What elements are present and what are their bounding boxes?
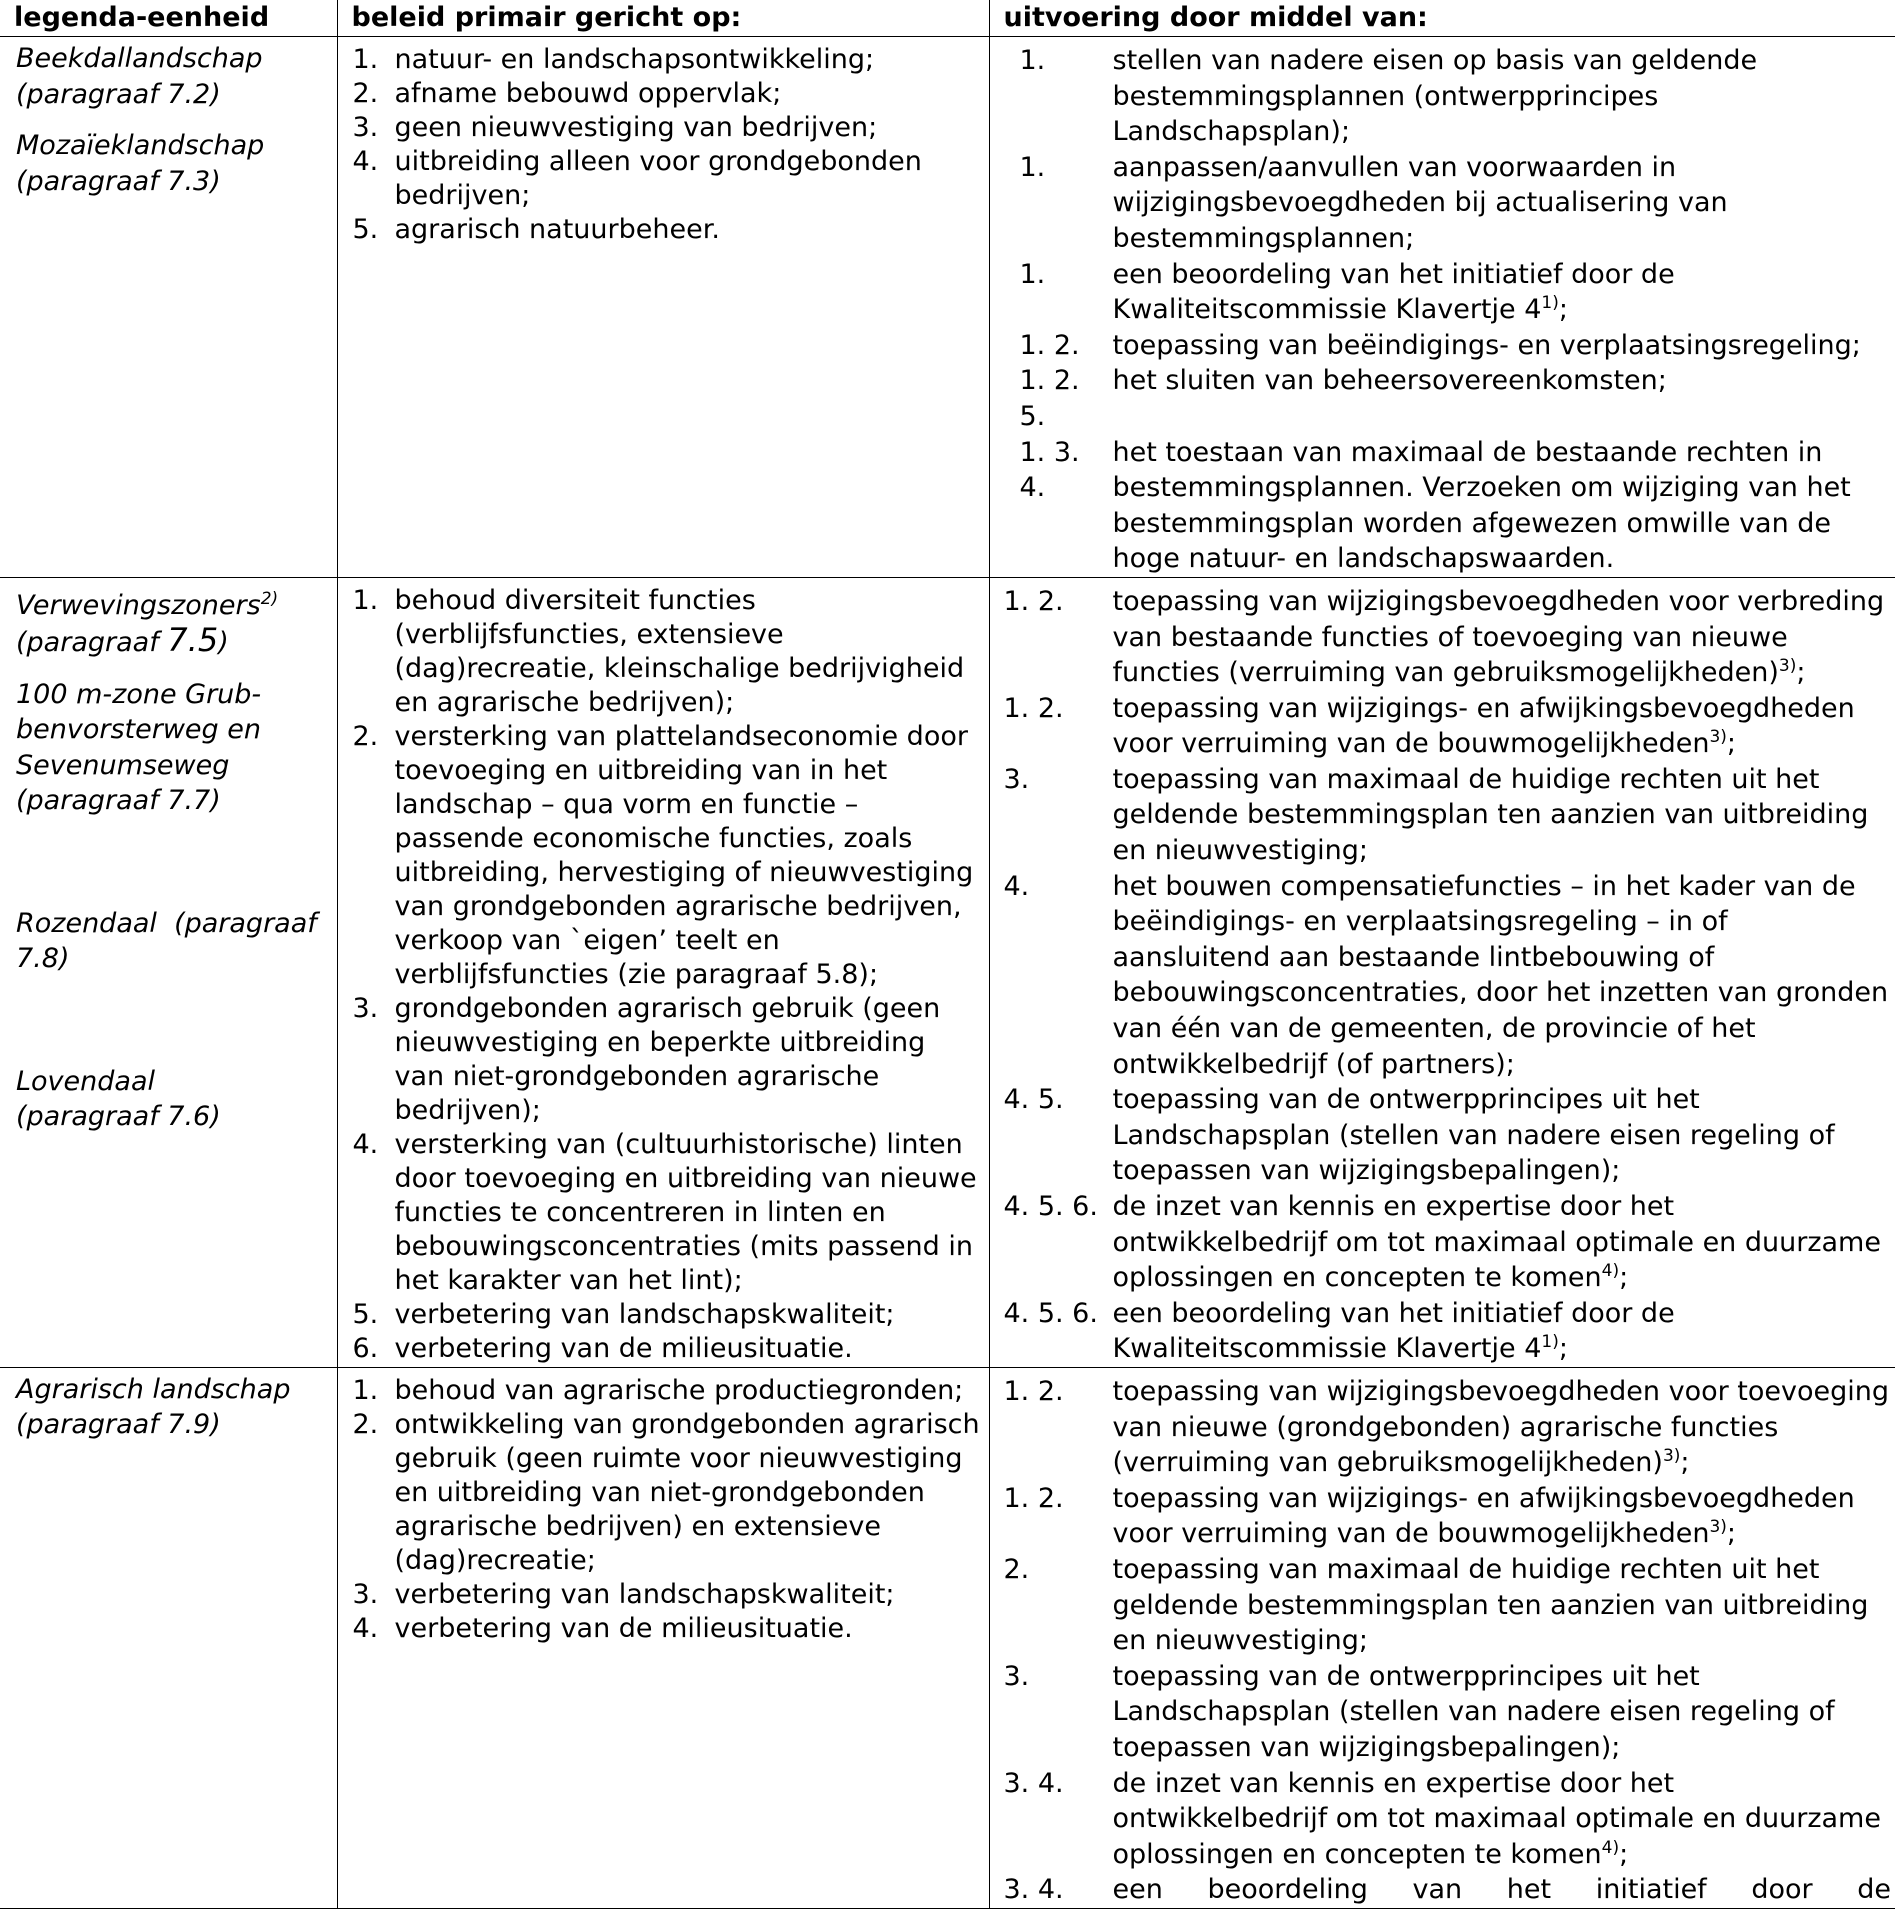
item-text-main: een beoordeling van het initiatief door de Kwaliteitscommissie Klavertje 4 — [1112, 258, 1675, 326]
legend-cell — [0, 577, 337, 1367]
list-item — [1004, 1659, 1892, 1766]
list-item — [351, 111, 981, 145]
list-item — [1020, 257, 1892, 328]
list-item — [1020, 435, 1892, 577]
legend-name: 100 m-zone Grub-benvorsterweg en Sevenumseweg — [16, 678, 262, 781]
legend-name — [16, 582, 327, 624]
item-text: verbetering van de milieusituatie. — [394, 1332, 853, 1364]
legend-item — [16, 835, 327, 1048]
item-text-tail: ; — [1619, 1262, 1629, 1294]
item-number: 1. — [352, 1374, 379, 1406]
item-number: 4. — [1003, 870, 1030, 902]
item-text-main: een beoordeling van het initiatief door de Kwaliteitscommissie Klavertje 4 — [1112, 1297, 1675, 1365]
item-text-tail: ; — [1680, 1447, 1690, 1479]
item-text: afname bebouwd oppervlak; — [394, 78, 782, 109]
item-text: het bouwen compensatiefuncties – in het kader van de beëindigings- en verplaatsingsregeling – in of aansluitend aan bestaande lintbebouwing of bebouwingsconcentraties, door het inzetten van gronden van één van de gemeenten, de provincie of het ontwikkelbedrijf (of partners); — [1112, 870, 1889, 1080]
item-number: 2. — [352, 1408, 379, 1440]
item-number: 1. 2. — [1003, 1482, 1064, 1514]
legend-ref — [16, 623, 327, 661]
item-number: 4. — [352, 146, 379, 177]
legend-name: Rozendaal (paragraaf 7.8) — [16, 907, 326, 975]
item-text: toepassing van beëindigings- en verplaatsingsregeling; — [1112, 329, 1861, 361]
header-execution: uitvoering door middel van: — [989, 0, 1895, 37]
legend-item — [16, 1372, 327, 1443]
legend-name: Lovendaal — [16, 1065, 155, 1097]
item-text: toepassing van maximaal de huidige rechten uit het geldende bestemmingsplan ten aanzien van uitbreiding en nieuwvestiging; — [1112, 1553, 1869, 1657]
item-text-tail: ; — [1726, 1518, 1737, 1550]
item-number: 2. — [352, 720, 379, 752]
list-item — [1004, 1082, 1892, 1189]
item-number: 3. — [1003, 763, 1030, 795]
item-text: versterking van plattelandseconomie door toevoeging en uitbreiding van in het landschap – qua vorm en functie – passende economische functies, zoals uitbreiding, hervestiging of nieuwvestiging van grondgebonden agrarische bedrijven, verkoop van `eigen’ teelt en verblijfsfuncties (zie paragraaf 5.8); — [394, 720, 974, 990]
legend-ref: (paragraaf 7.2) — [16, 78, 221, 110]
item-text-tail: ; — [1619, 1838, 1629, 1870]
footnote-ref: 2) — [260, 588, 279, 609]
legend-ref: (paragraaf 7.9) — [16, 1409, 221, 1441]
item-text-tail: ; — [1796, 657, 1806, 689]
list-item — [1004, 1189, 1892, 1296]
item-text: toepassing van de ontwerpprincipes uit het Landschapsplan (stellen van nadere eisen regeling of toepassen van wijzigingsbepalingen); — [1112, 1660, 1835, 1763]
legend-name: Mozaïeklandschap — [16, 130, 265, 161]
item-number: 1. — [1019, 258, 1046, 290]
list-item — [1004, 1481, 1892, 1552]
list-item — [1004, 762, 1892, 869]
list-item — [351, 584, 981, 720]
legend-name: Agrarisch landschap — [16, 1373, 291, 1405]
item-number: 1. — [1019, 45, 1046, 76]
item-text: een beoordeling van het initiatief door de — [1112, 1874, 1891, 1906]
item-text — [1113, 1189, 1892, 1296]
header-policy: beleid primair gericht op: — [337, 0, 989, 37]
item-text-main: toepassing van wijzigings- en afwijkingsbevoegdheden voor verruiming van de bouwmogelijkheden — [1112, 692, 1855, 760]
item-number: 1. — [1019, 151, 1046, 183]
legend-cell — [0, 1367, 337, 1908]
item-number: 6. — [352, 1332, 379, 1364]
item-text-main: de inzet van kennis en expertise door het ontwikkelbedrijf om tot maximaal optimale en duurzame oplossingen en concepten te komen — [1112, 1191, 1881, 1294]
item-number: 3. 4. — [1003, 1874, 1064, 1906]
list-item — [351, 1612, 981, 1646]
item-text: ontwikkeling van grondgebonden agrarisch gebruik (geen ruimte voor nieuwvestiging en uitbreiding van niet-grondgebonden agrarische bedrijven) en extensieve (dag)recreatie; — [394, 1408, 980, 1576]
list-item — [351, 43, 981, 77]
item-number: 3. — [352, 112, 379, 143]
item-number: 4. 5. — [1003, 1084, 1064, 1116]
legend-ref: (paragraaf 7.3) — [16, 165, 221, 197]
item-text — [1113, 1296, 1892, 1367]
execution-cell — [989, 577, 1895, 1367]
item-number: 3. — [352, 992, 379, 1024]
policy-cell — [337, 37, 989, 578]
list-item — [351, 1332, 981, 1366]
item-text: verbetering van landschapskwaliteit; — [394, 1298, 895, 1330]
list-item — [351, 1128, 981, 1298]
table-row — [0, 37, 1895, 578]
list-item — [1020, 150, 1892, 257]
legend-item — [16, 41, 327, 112]
item-number: 4. 5. 6. — [1003, 1191, 1098, 1222]
item-text-tail: ; — [1558, 1333, 1568, 1365]
item-text: grondgebonden agrarisch gebruik (geen nieuwvestiging en beperkte uitbreiding van niet-grondgebonden agrarische bedrijven); — [394, 992, 941, 1126]
item-number: 1. 3. 4. — [1019, 436, 1080, 504]
list-item — [1004, 1872, 1892, 1908]
item-text: het sluiten van beheersovereenkomsten; — [1112, 365, 1667, 397]
list-item — [1020, 43, 1892, 150]
item-number: 3. 4. — [1003, 1767, 1064, 1799]
footnote-ref: 3) — [1662, 1446, 1681, 1467]
item-text — [1113, 1481, 1892, 1552]
item-number: 4. — [352, 1128, 379, 1160]
list-item — [351, 213, 981, 247]
item-text: stellen van nadere eisen op basis van geldende bestemmingsplannen (ontwerpprincipes Landschapsplan); — [1112, 45, 1758, 148]
execution-cell — [989, 1367, 1895, 1908]
item-text: toepassing van maximaal de huidige rechten uit het geldende bestemmingsplan ten aanzien van uitbreiding en nieuwvestiging; — [1112, 763, 1869, 867]
legend-item — [16, 128, 327, 199]
item-number: 2. — [352, 78, 379, 109]
item-text — [1113, 584, 1892, 691]
item-number: 1. 2. — [1019, 329, 1080, 361]
item-text: aanpassen/aanvullen van voorwaarden in wijzigingsbevoegdheden bij actualisering van bestemmingsplannen; — [1112, 151, 1728, 254]
list-item — [1004, 691, 1892, 762]
footnote-ref: 1) — [1541, 1332, 1559, 1353]
list-item — [351, 1578, 981, 1612]
item-text-tail: ; — [1726, 728, 1737, 760]
item-text-main: toepassing van wijzigings- en afwijkingsbevoegdheden voor verruiming van de bouwmogelijkheden — [1112, 1482, 1855, 1550]
header-row — [0, 0, 1895, 37]
legend-ref-post: ) — [218, 627, 229, 659]
footnote-ref: 3) — [1709, 1517, 1727, 1538]
legend-name-text: Verwevingszoners — [16, 589, 261, 621]
item-number: 3. — [1003, 1660, 1030, 1692]
legend-cell — [0, 37, 337, 578]
item-text: agrarisch natuurbeheer. — [394, 214, 720, 245]
policy-cell — [337, 577, 989, 1367]
item-number: 1. 2. — [1003, 585, 1064, 617]
item-text: versterking van (cultuurhistorische) linten door toevoeging en uitbreiding van nieuwe functies te concentreren in linten en bebouwingsconcentraties (mits passend in het karakter van het lint); — [394, 1128, 977, 1296]
list-item — [1004, 1374, 1892, 1481]
footnote-ref: 4) — [1601, 1261, 1620, 1282]
legend-name: Beekdallandschap — [16, 43, 263, 74]
item-text: het toestaan van maximaal de bestaande rechten in bestemmingsplannen. Verzoeken om wijziging van het bestemmingsplan worden afgewezen omwille van de hoge natuur- en landschapswaarden. — [1112, 436, 1851, 575]
item-text: verbetering van de milieusituatie. — [394, 1612, 853, 1644]
list-item — [1004, 1766, 1892, 1873]
legend-ref: (paragraaf 7.6) — [16, 1101, 221, 1133]
footnote-ref: 1) — [1541, 293, 1559, 314]
list-item — [351, 992, 981, 1128]
item-number: 4. 5. 6. — [1003, 1297, 1098, 1329]
item-number: 1. — [352, 584, 379, 616]
item-text: verbetering van landschapskwaliteit; — [394, 1578, 895, 1610]
footnote-ref: 3) — [1709, 727, 1727, 748]
list-item — [351, 77, 981, 111]
list-item — [351, 1298, 981, 1332]
header-legend-unit: legenda-eenheid — [0, 0, 337, 37]
item-number: 4. — [352, 1612, 379, 1644]
item-text-main: toepassing van wijzigingsbevoegdheden voor verbreding van bestaande functies of toevoeging van nieuwe functies (verruiming van gebruiksmogelijkheden) — [1112, 585, 1885, 689]
list-item — [351, 1374, 981, 1408]
execution-cell — [989, 37, 1895, 578]
list-item — [351, 720, 981, 992]
footnote-ref: 4) — [1601, 1837, 1620, 1858]
item-number: 5. — [352, 1298, 379, 1330]
item-text-tail: ; — [1558, 294, 1568, 326]
legend-ref: (paragraaf 7.7) — [16, 785, 221, 817]
item-number: 2. — [1003, 1553, 1030, 1585]
item-number: 1. 2. — [1003, 1375, 1064, 1407]
list-item — [1004, 584, 1892, 691]
legend-item — [16, 677, 327, 819]
item-number: 1. 2. 5. — [1019, 365, 1080, 432]
list-item — [1004, 1296, 1892, 1367]
list-item — [1004, 869, 1892, 1083]
legend-ref-pre: (paragraaf — [16, 627, 168, 659]
footnote-ref: 3) — [1778, 656, 1797, 677]
policy-cell — [337, 1367, 989, 1908]
item-text: toepassing van de ontwerpprincipes uit het Landschapsplan (stellen van nadere eisen regeling of toepassen van wijzigingsbepalingen); — [1112, 1084, 1835, 1187]
list-item — [351, 145, 981, 213]
item-text — [1113, 1766, 1892, 1873]
list-item — [351, 1408, 981, 1578]
item-text — [1113, 691, 1892, 762]
item-text: natuur- en landschapsontwikkeling; — [394, 44, 875, 75]
table-row — [0, 1367, 1895, 1908]
table-row — [0, 577, 1895, 1367]
item-number: 5. — [352, 214, 379, 245]
item-text: behoud van agrarische productiegronden; — [394, 1374, 964, 1406]
item-number: 3. — [352, 1578, 379, 1610]
item-text-main: de inzet van kennis en expertise door het ontwikkelbedrijf om tot maximaal optimale en duurzame oplossingen en concepten te komen — [1112, 1767, 1881, 1870]
item-text — [1113, 1374, 1892, 1481]
item-text: geen nieuwvestiging van bedrijven; — [394, 112, 878, 143]
item-text — [1113, 257, 1892, 328]
list-item — [1004, 1552, 1892, 1659]
item-text: uitbreiding alleen voor grondgebonden bedrijven; — [394, 146, 922, 211]
list-item — [1020, 363, 1892, 434]
item-number: 1. 2. — [1003, 692, 1064, 724]
item-text: behoud diversiteit functies (verblijfsfuncties, extensieve (dag)recreatie, kleinschalige bedrijvigheid en agrarische bedrijven); — [394, 584, 965, 718]
legend-ref-number: 7.5 — [167, 621, 219, 660]
item-number: 1. — [352, 44, 379, 75]
legend-item — [16, 1064, 327, 1135]
item-text-main: toepassing van wijzigingsbevoegdheden voor toevoeging van nieuwe (grondgebonden) agrarische functies (verruiming van gebruiksmogelijkheden) — [1112, 1375, 1890, 1479]
list-item — [1020, 328, 1892, 364]
legend-item — [16, 582, 327, 661]
